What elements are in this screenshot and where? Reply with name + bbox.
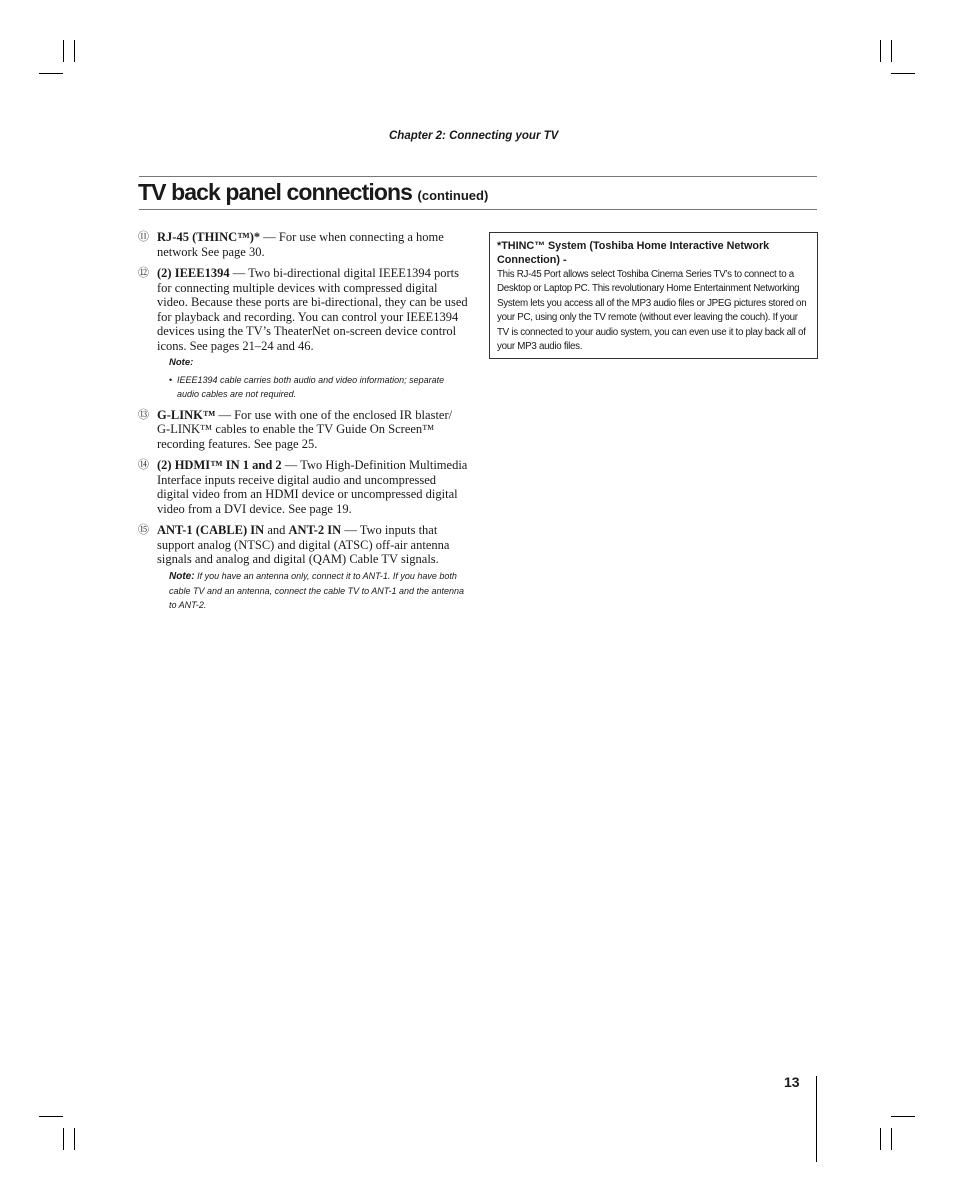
- crop-mark: [891, 1116, 915, 1117]
- item-text: [157, 266, 468, 353]
- page-number: 13: [784, 1074, 800, 1090]
- connections-list: [138, 230, 468, 612]
- sidebar-heading: *THINC™ System (Toshiba Home Interactive Network Connection) -: [497, 240, 770, 266]
- crop-mark: [39, 1116, 63, 1117]
- item-label: (2) HDMI™ IN 1 and 2: [157, 458, 282, 472]
- list-item: [138, 523, 468, 567]
- list-item: [138, 266, 468, 353]
- thinc-sidebar-box: [489, 232, 818, 359]
- item-number: ⑭: [138, 458, 149, 471]
- list-item: [138, 408, 468, 452]
- note-text: IEEE1394 cable carries both audio and video information; separate audio cables are not required.: [177, 374, 445, 399]
- note-text: If you have an antenna only, connect it to ANT-1. If you have both cable TV and an antenna, connect the cable TV to ANT-1 and the antenna to ANT-2.: [169, 570, 465, 610]
- crop-mark: [74, 40, 75, 62]
- item-number: ⑫: [138, 266, 149, 279]
- antenna-note: [169, 569, 468, 612]
- crop-mark: [880, 40, 881, 62]
- note-label: Note:: [169, 570, 195, 582]
- item-description: — Two High-Definition Multimedia Interface inputs receive digital audio and uncompressed digital video from an HDMI device or uncompressed digital video from a DVI device. See page 19.: [157, 458, 468, 516]
- item-number: ⑪: [138, 230, 149, 243]
- item-number: ⑬: [138, 407, 149, 421]
- crop-mark: [880, 1128, 881, 1150]
- list-item: [138, 458, 468, 516]
- sidebar-body: This RJ-45 Port allows select Toshiba Cinema Series TV’s to connect to a Desktop or Laptop PC. This revolutionary Home Entertainment Networking System lets you access all of the MP3 audio files or JPEG pictures stored on your PC, using only the TV remote (without ever leaving the couch). If your TV is connected to your audio system, you can even use it to play back all of your MP3 audio files.: [497, 269, 807, 353]
- item-description: — Two bi-directional digital IEEE1394 ports for connecting multiple devices with compressed digital video. Because these ports are bi-directional, they can be used for playback and recording. You can control your IEEE1394 devices using the TV’s TheaterNet on-screen device control icons. See pages 21–24 and 46.: [157, 266, 468, 353]
- item-text: [157, 408, 468, 452]
- item-number: ⑮: [138, 523, 149, 536]
- item-description: — For use when connecting a home network See page 30.: [157, 230, 444, 259]
- item-label-2: ANT-2 IN: [288, 523, 342, 537]
- item-label: RJ-45 (THINC™)*: [157, 230, 261, 244]
- item-label: (2) IEEE1394: [157, 266, 230, 280]
- page-title-suffix: (continued): [417, 188, 489, 203]
- crop-mark: [74, 1128, 75, 1150]
- item-description: — For use with one of the enclosed IR blaster/ G-LINK™ cables to enable the TV Guide On Screen™ recording features. See page 25.: [157, 407, 453, 451]
- item-description: — Two inputs that support analog (NTSC) and digital (ATSC) off-air antenna signals and analog and digital (QAM) Cable TV signals.: [157, 523, 450, 566]
- crop-mark: [891, 73, 915, 74]
- list-item: [138, 230, 468, 259]
- bullet-dot: •: [169, 374, 173, 385]
- crop-mark: [891, 1128, 892, 1150]
- item-text: [157, 230, 468, 259]
- page-title-main: TV back panel connections: [138, 179, 413, 205]
- title-rule-bottom: [139, 209, 817, 210]
- crop-mark: [63, 40, 64, 62]
- title-rule-top: [139, 176, 817, 177]
- crop-mark: [891, 40, 892, 62]
- item-text: [157, 523, 468, 567]
- item-text: [157, 458, 468, 516]
- page-number-rule: [816, 1076, 817, 1162]
- item-label: ANT-1 (CABLE) IN: [157, 523, 265, 537]
- chapter-header: Chapter 2: Connecting your TV: [389, 130, 559, 142]
- item-connector: and: [264, 523, 289, 537]
- item-label: G-LINK™: [157, 407, 216, 422]
- note-label: Note:: [169, 357, 194, 368]
- page-title: [138, 179, 488, 206]
- crop-mark: [39, 73, 63, 74]
- note-bullet: [169, 373, 468, 401]
- crop-mark: [63, 1128, 64, 1150]
